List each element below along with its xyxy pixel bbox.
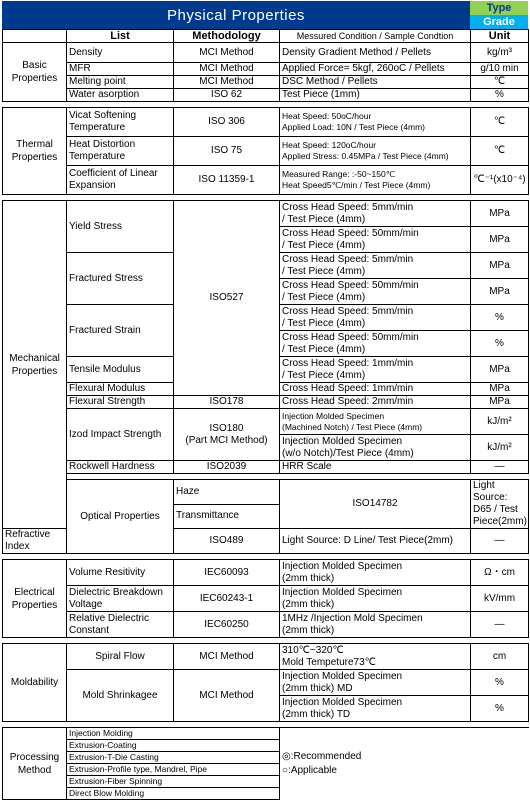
table-row <box>3 396 529 409</box>
category-electrical: Electrical Properties <box>3 560 67 638</box>
method-cell: ISO2039 <box>174 461 280 474</box>
grade-label: Grade <box>470 15 528 29</box>
item-label: Rockwell Hardness <box>67 461 174 474</box>
condition-cell: Heat Speed: 120oC/hour Applied Stress: 0.45MPa / Test Piece (4mm) <box>280 137 471 166</box>
condition-cell: HRR Scale <box>280 461 471 474</box>
method-cell: MCI Method <box>174 76 280 89</box>
unit-cell: g/10 min <box>471 63 529 76</box>
condition-cell: DSC Method / Pellets <box>280 76 471 89</box>
item-label: Vicat Softening Temperature <box>67 108 174 137</box>
item-label: Izod Impact Strength <box>67 409 174 461</box>
unit-cell: % <box>471 696 529 722</box>
unit-cell: MPa <box>471 201 529 227</box>
condition-cell: 310℃~320℃ Mold Tempeture73℃ <box>280 644 471 670</box>
table-row <box>3 201 529 227</box>
item-label: Tensile Modulus <box>67 357 174 383</box>
process-item: Extrusion-T-Die Casting <box>67 752 280 764</box>
column-header-row <box>3 30 529 43</box>
category-optical: Optical Properties <box>67 480 174 554</box>
unit-cell: MPa <box>471 383 529 396</box>
method-cell: ISO178 <box>174 396 280 409</box>
method-cell: MCI Method <box>174 670 280 722</box>
unit-cell: kJ/m² <box>471 409 529 435</box>
item-label: Transmittance <box>174 504 280 529</box>
condition-cell: Light Source: D Line/ Test Piece(2mm) <box>280 529 471 554</box>
table-row <box>3 670 529 696</box>
unit-cell: ℃ <box>471 108 529 137</box>
condition-cell: Measured Range: :-50~150℃ Heat Speed5℃/min / Test Piece (4mm) <box>280 166 471 195</box>
method-cell: IEC60093 <box>174 560 280 586</box>
table-row <box>3 612 529 638</box>
method-cell: MCI Method <box>174 63 280 76</box>
unit-cell: — <box>471 612 529 638</box>
category-thermal: Thermal Properties <box>3 108 67 195</box>
unit-cell: — <box>471 529 529 554</box>
unit-cell: % <box>471 305 529 331</box>
method-cell: ISO489 <box>174 529 280 554</box>
condition-cell: Injection Molded Specimen (w/o Notch)/Test Piece (4mm) <box>280 435 471 461</box>
condition-cell: Injection Molded Specimen (2mm thick) MD <box>280 670 471 696</box>
unit-cell: % <box>471 89 529 102</box>
unit-cell: Ω・cm <box>471 560 529 586</box>
condition-cell: Light Source: D65 / Test Piece(2mm) <box>471 480 529 529</box>
legend-cell <box>280 728 529 800</box>
unit-cell: % <box>471 670 529 696</box>
condition-cell: Cross Head Speed: 1mm/min / Test Piece (4mm) <box>280 357 471 383</box>
item-label: Fractured Stress <box>67 253 174 305</box>
method-cell: ISO 306 <box>174 108 280 137</box>
item-label: Yield Stress <box>67 201 174 253</box>
table-row <box>3 480 529 505</box>
unit-cell: ℃ <box>471 137 529 166</box>
table-row <box>3 108 529 137</box>
method-cell: IEC60250 <box>174 612 280 638</box>
category-moldability: Moldability <box>3 644 67 722</box>
type-label: Type <box>470 1 528 15</box>
condition-cell: Cross Head Speed: 50mm/min / Test Piece (4mm) <box>280 227 471 253</box>
condition-cell: Density Gradient Method / Pellets <box>280 43 471 63</box>
properties-table <box>2 29 529 800</box>
table-row <box>3 409 529 435</box>
item-label: Flexural Strength <box>67 396 174 409</box>
method-cell: ISO 11359-1 <box>174 166 280 195</box>
unit-cell: — <box>471 461 529 474</box>
condition-cell: Injection Molded Specimen (2mm thick) TD <box>280 696 471 722</box>
unit-cell: kJ/m² <box>471 435 529 461</box>
method-cell: MCI Method <box>174 644 280 670</box>
unit-cell: % <box>471 331 529 357</box>
column-header-method: Methodology <box>174 30 280 43</box>
legend-applicable: ○:Applicable <box>282 764 337 776</box>
condition-cell: Test Piece (1mm) <box>280 89 471 102</box>
condition-cell: Heat Speed: 50oC/hour Applied Load: 10N / Test Piece (4mm) <box>280 108 471 137</box>
column-header-list: List <box>67 30 174 43</box>
condition-cell: Cross Head Speed: 50mm/min / Test Piece (4mm) <box>280 331 471 357</box>
method-cell: ISO 75 <box>174 137 280 166</box>
unit-cell: MPa <box>471 396 529 409</box>
category-mechanical: Mechanical Properties <box>3 201 67 529</box>
condition-cell: Injection Molded Specimen (2mm thick) <box>280 560 471 586</box>
method-cell: ISO527 <box>174 201 280 396</box>
process-item: Direct Blow Molding <box>67 788 280 800</box>
unit-cell: kV/mm <box>471 586 529 612</box>
table-row <box>3 43 529 63</box>
category-processing: Processing Method <box>3 728 67 800</box>
item-label: Heat Distortion Temperature <box>67 137 174 166</box>
item-label: Mold Shrinkagee <box>67 670 174 722</box>
item-label: Spiral Flow <box>67 644 174 670</box>
condition-cell: Cross Head Speed: 50mm/min / Test Piece (4mm) <box>280 279 471 305</box>
item-label: Refractive Index <box>3 529 67 554</box>
method-cell: IEC60243-1 <box>174 586 280 612</box>
item-label: Volume Resitivity <box>67 560 174 586</box>
unit-cell: MPa <box>471 253 529 279</box>
table-row <box>3 76 529 89</box>
item-label: Coefficient of Linear Expansion <box>67 166 174 195</box>
page-title: Physical Properties <box>2 1 470 29</box>
table-row <box>3 560 529 586</box>
condition-cell: Injection Molded Specimen (2mm thick) <box>280 586 471 612</box>
table-row <box>3 166 529 195</box>
table-row <box>3 89 529 102</box>
item-label: Fractured Strain <box>67 305 174 357</box>
condition-cell: Cross Head Speed: 2mm/min <box>280 396 471 409</box>
item-label: Flexural Modulus <box>67 383 174 396</box>
condition-cell: Cross Head Speed: 5mm/min / Test Piece (4mm) <box>280 201 471 227</box>
table-row <box>3 137 529 166</box>
table-row <box>3 728 529 740</box>
item-label: Density <box>67 43 174 63</box>
process-item: Extrusion-Fiber Spinning <box>67 776 280 788</box>
item-label: Water asorption <box>67 89 174 102</box>
condition-cell: Cross Head Speed: 5mm/min / Test Piece (4mm) <box>280 253 471 279</box>
header-bar <box>2 1 528 29</box>
item-label: Relative Dielectric Constant <box>67 612 174 638</box>
unit-cell: kg/m³ <box>471 43 529 63</box>
item-label: Dielectric Breakdown Voltage <box>67 586 174 612</box>
process-item: Extrusion-Profile type, Mandrel, Pipe <box>67 764 280 776</box>
table-row <box>3 644 529 670</box>
condition-cell: Cross Head Speed: 5mm/min / Test Piece (4mm) <box>280 305 471 331</box>
method-cell: ISO 62 <box>174 89 280 102</box>
table-row <box>3 461 529 474</box>
unit-cell: MPa <box>471 227 529 253</box>
unit-cell: ℃⁻¹(x10⁻⁴) <box>471 166 529 195</box>
method-cell: ISO180 (Part MCI Method) <box>174 409 280 461</box>
process-item: Extrusion-Coating <box>67 740 280 752</box>
table-row <box>3 63 529 76</box>
condition-cell: Injection Molded Specimen (Machined Notch) / Test Piece (4mm) <box>280 409 471 435</box>
unit-cell: cm <box>471 644 529 670</box>
unit-cell: MPa <box>471 357 529 383</box>
column-header-condition: Messured Condition / Sample Condtion <box>280 30 471 43</box>
unit-cell: MPa <box>471 279 529 305</box>
column-header-unit: Unit <box>471 30 529 43</box>
method-cell: ISO14782 <box>280 480 471 529</box>
condition-cell: Cross Head Speed: 1mm/min <box>280 383 471 396</box>
item-label: Haze <box>174 480 280 505</box>
item-label: Melting point <box>67 76 174 89</box>
legend-recommended: ◎:Recommended <box>282 750 362 762</box>
physical-properties-sheet <box>2 1 528 798</box>
unit-cell: ℃ <box>471 76 529 89</box>
condition-cell: Applied Force= 5kgf, 260oC / Pellets <box>280 63 471 76</box>
condition-cell: 1MHz /Injection Mold Specimen (2mm thick) <box>280 612 471 638</box>
item-label: MFR <box>67 63 174 76</box>
method-cell: MCI Method <box>174 43 280 63</box>
category-basic: Basic Properties <box>3 43 67 102</box>
table-row <box>3 586 529 612</box>
process-item: Injection Molding <box>67 728 280 740</box>
